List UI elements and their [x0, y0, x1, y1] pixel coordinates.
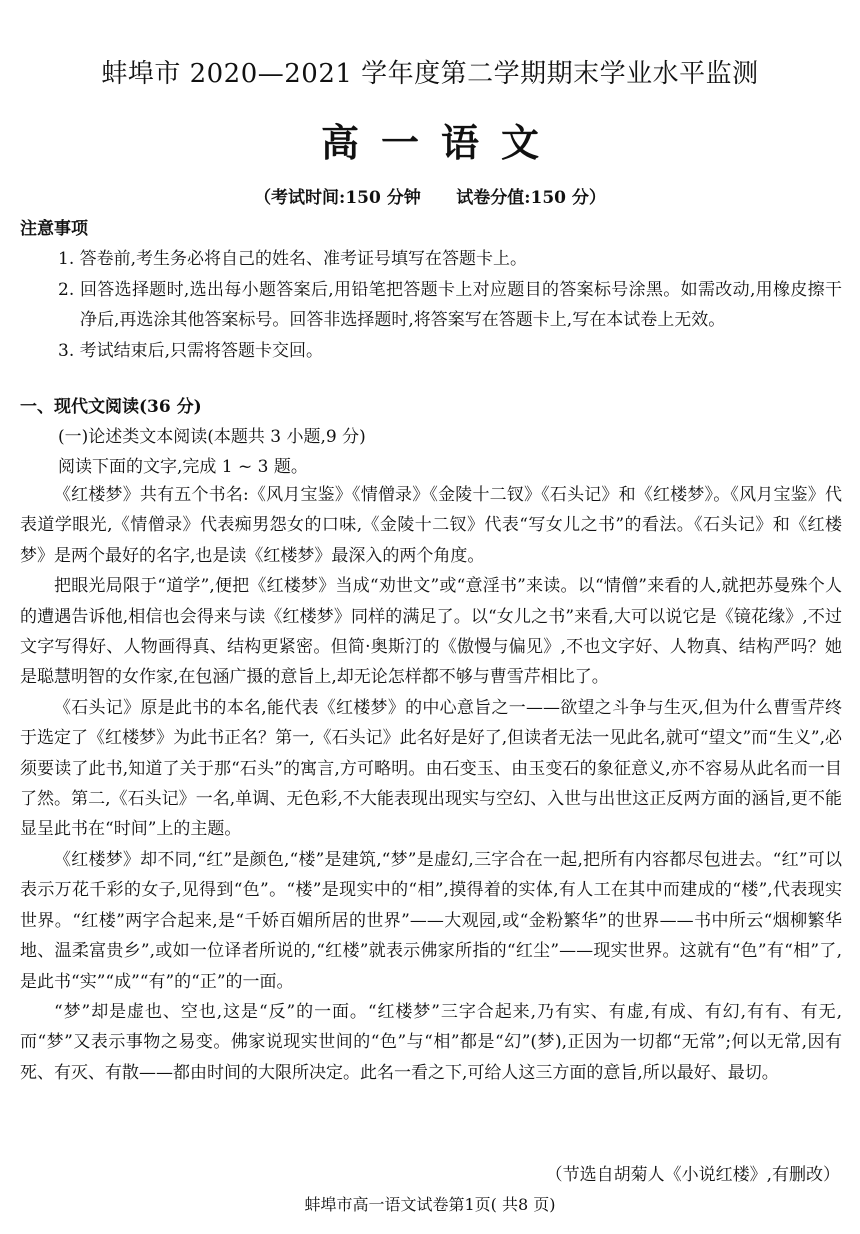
passage-source: （节选自胡菊人《小说红楼》,有删改） [545, 1165, 840, 1185]
exam-title: 蚌埠市 2020—2021 学年度第二学期期末学业水平监测 [101, 59, 759, 89]
passage-paragraph: 《石头记》原是此书的本名,能代表《红楼梦》的中心意旨之一——欲望之斗争与生灭,但为什么曹雪芹终于选定了《红楼梦》为此书正名？第一,《石头记》此名好是好了,但读者无法一见此名,就可“望文”而“生义”,必须要读了此书,知道了关于那“石头”的寓言,方可略明。由石变玉、由玉变石的象征意义,亦不容易从此名而一目了然。第二,《石头记》一名,单调、无色彩,不大能表现出现实与空幻、入世与出世这正反两方面的涵旨,更不能显呈此书在“时间”上的主题。 [20, 697, 842, 840]
exam-info: （考试时间:150 分钟 试卷分值:150 分） [254, 188, 606, 208]
subject-title: 高一语文 [320, 120, 561, 165]
passage-paragraph: “梦”却是虚也、空也,这是“反”的一面。“红楼梦”三字合起来,乃有实、有虚,有成、有幻,有有、有无,而“梦”又表示事物之易变。佛家说现实世间的“色”与“相”都是“幻”(梦),正因为一切都“无常”;何以无常,因有死、有灭、有散——都由时间的大限所决定。此名一看之下,可给人这三方面的意旨,所以最好、最切。 [20, 1001, 842, 1083]
notice-item: 3. 考试结束后,只需将答题卡交回。 [58, 340, 324, 361]
passage-paragraph: 《红楼梦》却不同,“红”是颜色,“楼”是建筑,“梦”是虚幻,三字合在一起,把所有内容都尽包进去。“红”可以表示万花千彩的女子,见得到“色”。“楼”是现实中的“相”,摸得着的实体,有人工在其中而建成的“楼”,代表现实世界。“红楼”两字合起来,是“千娇百媚所居的世界”——大观园,或“金粉繁华”的世界——书中所云“烟柳繁华地、温柔富贵乡”,或如一位译者所说的,“红楼”就表示佛家所指的“红尘”——现实世界。这就有“色”有“相”了,是此书“实”“成”“有”的“正”的一面。 [20, 849, 842, 992]
passage-paragraph: 把眼光局限于“道学”,便把《红楼梦》当成“劝世文”或“意淫书”来读。以“情僧”来看的人,就把苏曼殊个人的遭遇告诉他,相信也会得来与读《红楼梦》同样的满足了。以“女儿之书”来看,大可以说它是《镜花缘》,不过文字写得好、人物画得真、结构更紧密。但简·奥斯汀的《傲慢与偏见》,不也文字好、人物真、结构严吗？她是聪慧明智的女作家,在包涵广摄的意旨上,却无论怎样都不够与曹雪芹相比了。 [20, 576, 842, 688]
page-footer: 蚌埠市高一语文试卷第1页( 共8 页) [304, 1195, 556, 1214]
section-heading: 一、现代文阅读(36 分) [20, 397, 202, 417]
passage-paragraph: 《红楼梦》共有五个书名:《风月宝鉴》《情僧录》《金陵十二钗》《石头记》和《红楼梦》。《风月宝鉴》代表道学眼光,《情僧录》代表痴男怨女的口味,《金陵十二钗》代表“写女儿之书”的看法。《石头记》和《红楼梦》是两个最好的名字,也是读《红楼梦》最深入的两个角度。 [20, 485, 842, 566]
notice-item: 2. 回答选择题时,选出每小题答案后,用铅笔把答题卡上对应题目的答案标号涂黑。如需改动,用橡皮擦干净后,再选涂其他答案标号。回答非选择题时,将答案写在答题卡上,写在本试卷上无效。 [58, 279, 842, 330]
notice-heading: 注意事项 [20, 219, 88, 239]
part-heading: (一)论述类文本阅读(本题共 3 小题,9 分) [58, 427, 366, 447]
notice-item: 1. 答卷前,考生务必将自己的姓名、准考证号填写在答题卡上。 [58, 249, 528, 269]
reading-instruction: 阅读下面的文字,完成 1 ~ 3 题。 [58, 457, 308, 477]
reading-passage [20, 480, 842, 1088]
notice-list [58, 244, 842, 366]
